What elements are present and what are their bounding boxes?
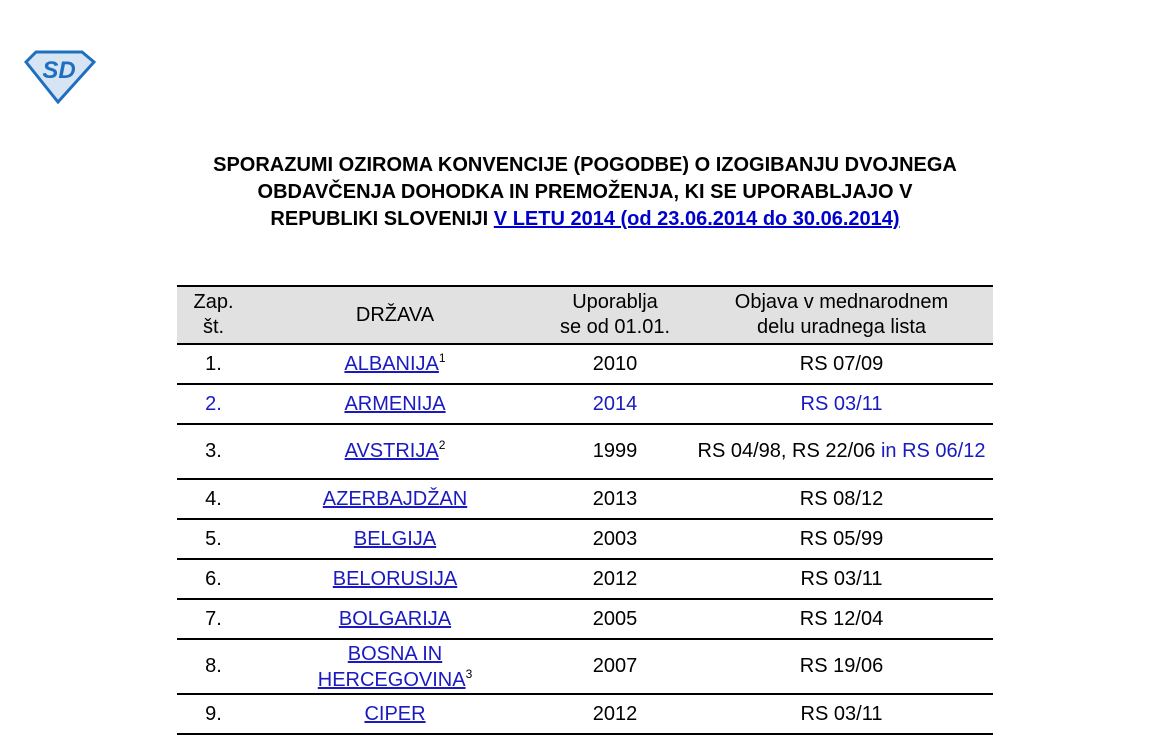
- footnote-marker: 2: [438, 438, 446, 452]
- header-publication: Objava v mednarodnem delu uradnega lista: [690, 286, 993, 344]
- table-row: [177, 424, 993, 479]
- row-number: 8.: [177, 639, 250, 694]
- year-cell: 1999: [540, 424, 690, 479]
- table-header: [177, 286, 993, 344]
- country-link[interactable]: ALBANIJA: [344, 352, 439, 375]
- country-link[interactable]: BELGIJA: [353, 527, 437, 550]
- publication-cell: RS 03/11: [690, 384, 993, 424]
- country-cell: [250, 344, 540, 384]
- year-cell: 2003: [540, 519, 690, 559]
- publication-cell: RS 05/99: [690, 519, 993, 559]
- row-number: 4.: [177, 479, 250, 519]
- country-link[interactable]: BOSNA IN HERCEGOVINA: [317, 642, 466, 691]
- year-cell: 2005: [540, 599, 690, 639]
- year-cell: 2012: [540, 694, 690, 734]
- year-cell: 2012: [540, 559, 690, 599]
- country-link[interactable]: CIPER: [364, 702, 426, 725]
- publication-cell: RS 19/06: [690, 639, 993, 694]
- table-row: [177, 559, 993, 599]
- row-number: 2.: [177, 384, 250, 424]
- publication-cell: RS 08/12: [690, 479, 993, 519]
- footnote-marker: 3: [465, 666, 473, 681]
- title-line-2: OBDAVČENJA DOHODKA IN PREMOŽENJA, KI SE UPORABLJAJO V: [257, 181, 913, 203]
- table-row: [177, 479, 993, 519]
- row-number: 3.: [177, 424, 250, 479]
- publication-cell: RS 03/11: [690, 694, 993, 734]
- table-row: [177, 639, 993, 694]
- header-country: DRŽAVA: [250, 286, 540, 344]
- country-link[interactable]: AZERBAJDŽAN: [322, 487, 468, 510]
- country-cell: [250, 479, 540, 519]
- publication-cell: RS 12/04: [690, 599, 993, 639]
- country-cell: [250, 694, 540, 734]
- country-link[interactable]: ARMENIJA: [344, 392, 446, 415]
- row-number: 9.: [177, 694, 250, 734]
- publication-cell: RS 07/09: [690, 344, 993, 384]
- table-row: [177, 384, 993, 424]
- document-title: [100, 152, 1070, 233]
- year-cell: 2007: [540, 639, 690, 694]
- title-line-3: REPUBLIKI SLOVENIJI: [270, 208, 494, 230]
- header-from: Uporablja se od 01.01.: [540, 286, 690, 344]
- sd-logo: [22, 48, 96, 104]
- table-row: [177, 344, 993, 384]
- country-cell: [250, 599, 540, 639]
- table-row: [177, 599, 993, 639]
- publication-cell: RS 03/11: [690, 559, 993, 599]
- publication-cell: RS 04/98, RS 22/06 in RS 06/12: [690, 424, 993, 479]
- country-cell: [250, 559, 540, 599]
- header-no: Zap. št.: [177, 286, 250, 344]
- svg-text:SD: SD: [42, 57, 76, 84]
- year-cell: 2014: [540, 384, 690, 424]
- period-link[interactable]: V LETU 2014 (od 23.06.2014 do 30.06.2014): [493, 208, 900, 230]
- title-line-1: SPORAZUMI OZIROMA KONVENCIJE (POGODBE) O IZOGIBANJU DVOJNEGA: [213, 154, 957, 176]
- year-cell: 2013: [540, 479, 690, 519]
- country-link[interactable]: AVSTRIJA: [344, 440, 439, 462]
- country-cell: [250, 639, 540, 694]
- row-number: 7.: [177, 599, 250, 639]
- row-number: 1.: [177, 344, 250, 384]
- row-number: 6.: [177, 559, 250, 599]
- country-cell: [250, 519, 540, 559]
- country-link[interactable]: BELORUSIJA: [332, 567, 458, 590]
- year-cell: 2010: [540, 344, 690, 384]
- footnote-marker: 1: [438, 350, 446, 365]
- country-cell: [250, 424, 540, 479]
- country-link[interactable]: BOLGARIJA: [338, 607, 452, 630]
- table-row: [177, 694, 993, 734]
- table-row: [177, 519, 993, 559]
- row-number: 5.: [177, 519, 250, 559]
- conventions-table: [177, 285, 993, 735]
- country-cell: [250, 384, 540, 424]
